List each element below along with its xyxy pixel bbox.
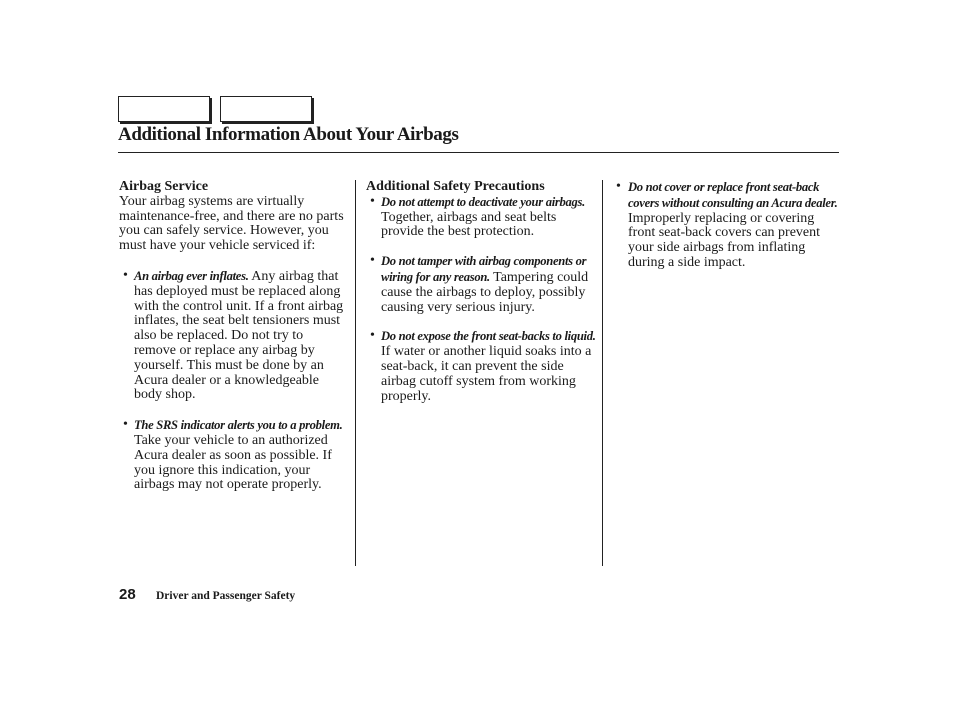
item-body: Take your vehicle to an authorized Acura dealer as soon as possible. If you ignore this indication, your airbags may not operate properly.: [134, 432, 332, 493]
list-item: [366, 195, 596, 240]
item-lead: An airbag ever inflates.: [134, 268, 249, 283]
nav-tab-1[interactable]: [118, 96, 210, 122]
section-heading: Additional Safety Precautions: [366, 179, 545, 194]
title-rule: [118, 152, 839, 153]
nav-tab-2[interactable]: [220, 96, 312, 122]
list-item: [366, 329, 596, 404]
bullet-icon: •: [370, 328, 375, 344]
item-body: Any airbag that has deployed must be replaced along with the control unit. If a front airbag inflates, the seat belt tensioners must also be replaced. Do not try to remove or replace any airbag by yourself. This must be done by an Acura dealer or a knowledgeable body shop.: [134, 268, 344, 403]
column-seat-back-covers: [614, 180, 838, 271]
item-body: Together, airbags and seat belts provide the best protection.: [381, 209, 557, 240]
bullet-icon: •: [370, 253, 375, 269]
bullet-icon: •: [370, 193, 375, 209]
item-body: Tampering could cause the airbags to deploy, possibly causing very serious injury.: [381, 269, 589, 315]
item-lead: Do not tamper with airbag components or wiring for any reason.: [381, 254, 587, 284]
item-body: If water or another liquid soaks into a seat-back, it can prevent the side airbag cutoff system from working properly.: [381, 344, 592, 404]
column-airbag-service: [119, 180, 347, 493]
bullet-icon: •: [616, 179, 621, 194]
item-lead: Do not attempt to deactivate your airbags.: [381, 194, 585, 209]
item-body: Improperly replacing or covering front seat-back covers can prevent your side airbags from inflating during a side impact.: [628, 210, 821, 270]
list-item: [119, 418, 347, 493]
section-heading: Airbag Service: [119, 179, 209, 194]
bullet-icon: •: [123, 417, 128, 433]
item-lead: Do not expose the front seat-backs to liquid.: [381, 329, 596, 344]
page-title: Additional Information About Your Airbags: [118, 124, 459, 145]
column-safety-precautions: [366, 180, 596, 404]
column-divider: [355, 180, 356, 566]
list-item: [119, 269, 347, 403]
list-item: [614, 180, 838, 271]
intro-paragraph: Your airbag systems are virtually maintenance-free, and there are no parts you can safely service. However, you must have your vehicle serviced if:: [119, 193, 344, 254]
bullet-icon: •: [123, 267, 128, 283]
column-divider: [602, 180, 603, 566]
page-number: 28: [119, 586, 136, 603]
list-item: [366, 254, 596, 315]
item-lead: The SRS indicator alerts you to a problem.: [134, 418, 343, 433]
item-lead: Do not cover or replace front seat-back covers without consulting an Acura dealer.: [628, 180, 838, 210]
section-footer: Driver and Passenger Safety: [156, 590, 296, 602]
